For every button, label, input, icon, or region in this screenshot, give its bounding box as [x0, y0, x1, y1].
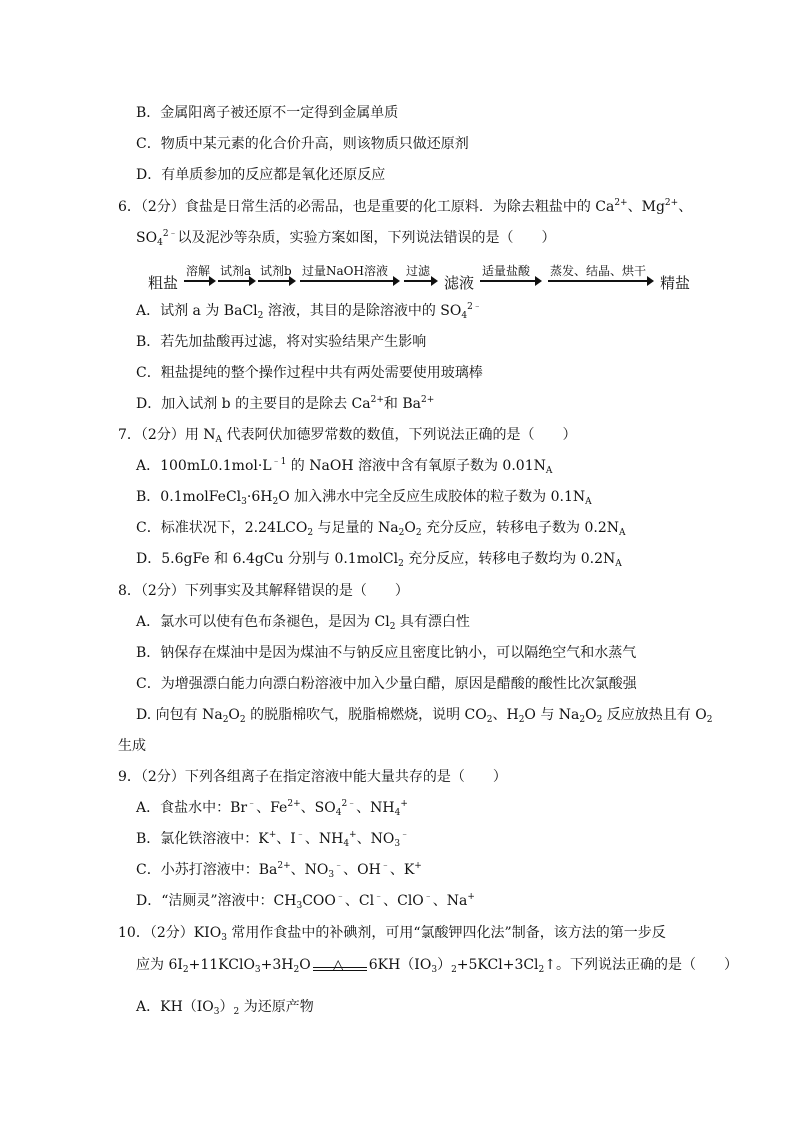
q10-stem: 10．（2分）$KIO_3$ 常用作食盐中的补碘剂，可用“氯酸钾四化法”制备，该方法的第一步反 — [118, 925, 666, 943]
flow-step-dissolve: 溶解 — [186, 264, 211, 278]
flow-node-filtrate: 滤液 — [444, 274, 475, 292]
q8-option-d-continued: 生成 — [118, 738, 146, 754]
q7-stem: 7．（2分）用 $N_A$ 代表阿伏加德罗常数的数值，下列说法正确的是（ ） — [118, 427, 577, 445]
q9-option-c: C．小苏打溶液中：$Ba^{2+}$、$NO_3^﹣$、OH﹣、K+ — [136, 861, 422, 880]
heating-condition-sign — [311, 956, 369, 974]
flow-arrow — [404, 280, 436, 282]
flow-arrow — [548, 280, 652, 282]
q10-equation: 应为 $6I_2+11KClO_3+3H_2O$ △ $6KH(IO_3)_2+5KCl+3Cl_2↑$。下列说法正确的是（ ） — [136, 957, 739, 975]
q9-stem: 9．（2分）下列各组离子在指定溶液中能大量共存的是（ ） — [118, 769, 507, 785]
q7-option-a: A．$100mL0.1mol\cdot L^{﹣1}$ 的 NaOH 溶液中含有氧原子数为 $0.01N_A$ — [136, 457, 553, 476]
q5-option-b: B．金属阳离子被还原不一定得到金属单质 — [136, 105, 399, 121]
q8-option-b: B．钠保存在煤油中是因为煤油不与钠反应且密度比钠小，可以隔绝空气和水蒸气 — [136, 645, 637, 661]
q7-option-c: C．标准状况下，$2.24LCO_2$ 与足量的 $Na_2O_2$ 充分反应，转移电子数为 $0.2N_A$ — [136, 520, 626, 538]
salt-purification-flowchart — [148, 262, 696, 292]
flow-node-refined-salt: 精盐 — [660, 274, 691, 292]
flow-step-reagent-b: 试剂b — [260, 264, 292, 278]
q8-stem: 8．（2分）下列事实及其解释错误的是（ ） — [118, 583, 409, 599]
flow-arrow — [300, 280, 398, 282]
flow-arrow — [258, 280, 294, 282]
flow-step-reagent-a: 试剂a — [220, 264, 252, 278]
q8-option-d: D. 向包有 $Na_2O_2$ 的脱脂棉吹气，脱脂棉燃烧，说明 $CO_2$、$H_2O$ 与 $Na_2O_2$ 反应放热且有 $O_2$ — [136, 707, 713, 725]
q6-option-b: B．若先加盐酸再过滤，将对实验结果产生影响 — [136, 334, 427, 350]
flow-arrow — [184, 280, 214, 282]
flow-step-naoh: 过量NaOH溶液 — [302, 264, 388, 278]
q6-option-c: C．粗盐提纯的整个操作过程中共有两处需要使用玻璃棒 — [136, 365, 483, 381]
q9-option-b: B．氯化铁溶液中：K+、I﹣、$NH_4^+$、$NO_3^﹣$ — [136, 830, 410, 849]
q8-option-a: A．氯水可以使有色布条褪色，是因为 $Cl_2$ 具有漂白性 — [136, 614, 470, 632]
q9-option-a: A．食盐水中：Br﹣、$Fe^{2+}$、$SO_4^{2﹣}$、$NH_4^+$ — [136, 799, 408, 818]
q6-option-a: A．试剂 a 为 BaCl$_2$ 溶液，其目的是除溶液中的 $SO_4^{2﹣}$ — [136, 302, 482, 321]
flow-step-evaporate: 蒸发、结晶、烘干 — [550, 264, 647, 278]
q6-option-d: D．加入试剂 b 的主要目的是除去 $Ca^{2+}$和 $Ba^{2+}$ — [136, 395, 435, 412]
q5-option-c: C．物质中某元素的化合价升高，则该物质只做还原剂 — [136, 136, 469, 152]
q5-option-d: D．有单质参加的反应都是氧化还原反应 — [136, 167, 386, 183]
q6-stem-line2: $SO_4^{2﹣}$以及泥沙等杂质，实验方案如图，下列说法错误的是（ ） — [136, 229, 556, 248]
q7-option-d: D．5.6gFe 和 6.4gCu 分别与 0.1molCl$_2$ 充分反应，转移电子数均为 $0.2N_A$ — [136, 551, 622, 569]
flow-arrow — [218, 280, 254, 282]
triangle-heat-icon: △ — [332, 957, 344, 973]
q7-option-b: B．$0.1molFeCl_3\cdot 6H_2O$ 加入沸水中完全反应生成胶体的粒子数为 $0.1N_A$ — [136, 489, 592, 507]
q10-option-a: A．$KH(IO_3)_2$ 为还原产物 — [136, 999, 314, 1017]
q6-stem-line1: 6．（2分）食盐是日常生活的必需品，也是重要的化工原料．为除去粗盐中的 $Ca^{2+}$、$Mg^{2+}$、 — [118, 198, 693, 215]
flow-step-hcl: 适量盐酸 — [482, 264, 531, 278]
flow-arrow — [480, 280, 540, 282]
flow-step-filter: 过滤 — [406, 264, 431, 278]
q9-option-d: D．“洁厕灵”溶液中：$CH_3COO^﹣$、Cl﹣、ClO﹣、Na+ — [136, 892, 475, 911]
flow-node-crude-salt: 粗盐 — [148, 274, 179, 292]
q8-option-c: C．为增强漂白能力向漂白粉溶液中加入少量白醋，原因是醋酸的酸性比次氯酸强 — [136, 676, 637, 692]
